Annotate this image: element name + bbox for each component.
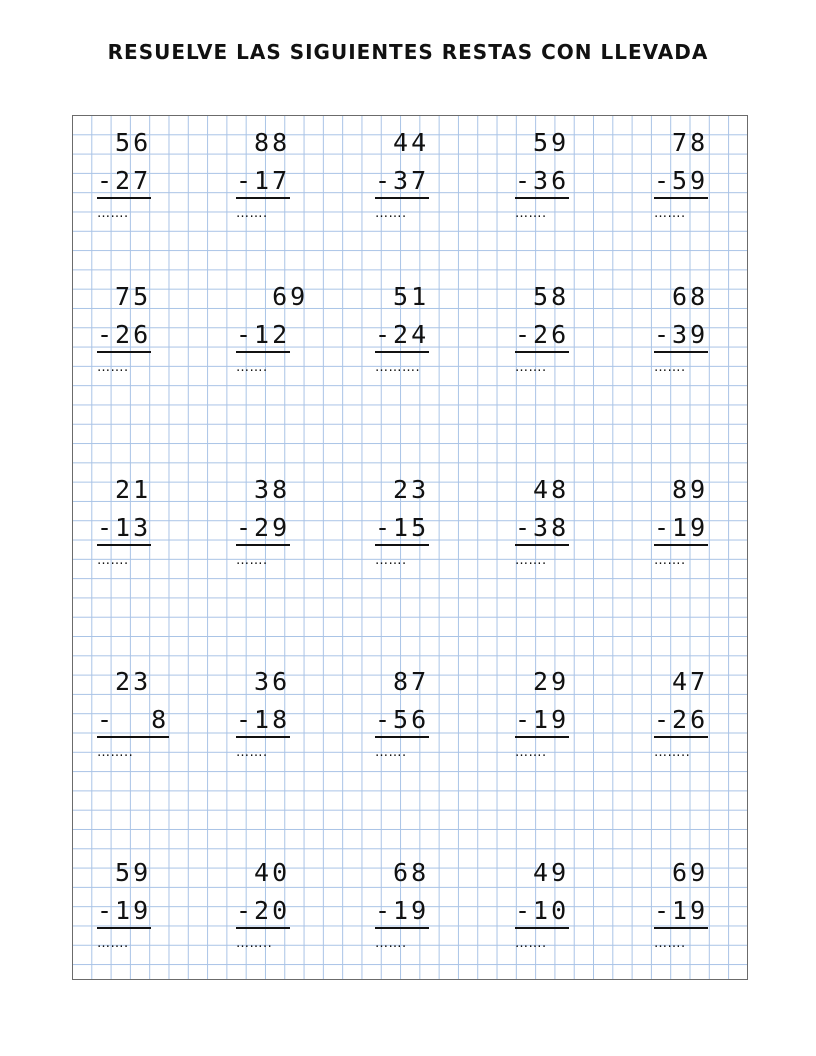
subtrahend: -15 — [375, 512, 429, 546]
minuend: 56 — [97, 128, 152, 157]
answer-blank[interactable]: ……. — [515, 206, 547, 221]
subtrahend: -13 — [97, 512, 151, 546]
answer-blank[interactable]: ……. — [375, 936, 407, 951]
minuend: 78 — [654, 128, 709, 157]
answer-blank[interactable]: …….. — [654, 745, 691, 760]
subtraction-problem — [654, 854, 708, 954]
subtrahend: -12 — [236, 319, 290, 353]
subtraction-problem — [236, 471, 290, 571]
subtrahend: -38 — [515, 512, 569, 546]
minuend: 68 — [654, 282, 709, 311]
subtrahend: -19 — [654, 512, 708, 546]
page-title: RESUELVE LAS SIGUIENTES RESTAS CON LLEVADA — [107, 40, 709, 64]
subtrahend: -37 — [375, 165, 429, 199]
answer-blank[interactable]: ……. — [97, 936, 129, 951]
minuend: 88 — [236, 128, 291, 157]
subtraction-problem — [515, 471, 569, 571]
answer-blank[interactable]: ……. — [515, 553, 547, 568]
subtrahend: -19 — [97, 895, 151, 929]
answer-blank[interactable]: ……. — [375, 206, 407, 221]
subtrahend: -56 — [375, 704, 429, 738]
minuend: 59 — [97, 858, 152, 887]
minuend: 87 — [375, 667, 430, 696]
subtrahend: -19 — [375, 895, 429, 929]
subtraction-problem — [654, 663, 708, 763]
minuend: 48 — [515, 475, 570, 504]
answer-blank[interactable]: ……. — [97, 360, 129, 375]
subtraction-problem — [515, 278, 569, 378]
answer-blank[interactable]: …….. — [236, 936, 273, 951]
subtraction-problem — [515, 663, 569, 763]
minuend: 21 — [97, 475, 152, 504]
subtraction-problem — [375, 663, 429, 763]
minuend: 49 — [515, 858, 570, 887]
subtrahend: -26 — [97, 319, 151, 353]
subtraction-problem — [375, 278, 429, 378]
minuend: 69 — [236, 282, 309, 311]
subtrahend: -19 — [515, 704, 569, 738]
answer-blank[interactable]: ……. — [515, 745, 547, 760]
subtrahend: - 8 — [97, 704, 169, 738]
subtraction-problem — [515, 854, 569, 954]
subtrahend: -17 — [236, 165, 290, 199]
subtrahend: -27 — [97, 165, 151, 199]
answer-blank[interactable]: ………. — [375, 360, 421, 375]
subtrahend: -20 — [236, 895, 290, 929]
subtraction-problem — [97, 663, 169, 763]
minuend: 23 — [375, 475, 430, 504]
answer-blank[interactable]: ……. — [375, 745, 407, 760]
subtrahend: -29 — [236, 512, 290, 546]
answer-blank[interactable]: ……. — [654, 206, 686, 221]
answer-blank[interactable]: ……. — [236, 553, 268, 568]
minuend: 23 — [97, 667, 152, 696]
answer-blank[interactable]: ……. — [236, 745, 268, 760]
subtraction-problem — [97, 471, 151, 571]
subtraction-problem — [654, 471, 708, 571]
answer-blank[interactable]: ……. — [515, 360, 547, 375]
subtraction-problem — [515, 124, 569, 224]
subtrahend: -59 — [654, 165, 708, 199]
subtrahend: -19 — [654, 895, 708, 929]
subtraction-problem — [97, 854, 151, 954]
minuend: 29 — [515, 667, 570, 696]
subtraction-problem — [97, 278, 151, 378]
minuend: 47 — [654, 667, 709, 696]
minuend: 68 — [375, 858, 430, 887]
subtraction-problem — [654, 124, 708, 224]
answer-blank[interactable]: …….. — [97, 745, 134, 760]
subtrahend: -39 — [654, 319, 708, 353]
subtrahend: -10 — [515, 895, 569, 929]
minuend: 44 — [375, 128, 430, 157]
answer-blank[interactable]: ……. — [654, 553, 686, 568]
subtraction-problem — [97, 124, 151, 224]
answer-blank[interactable]: ……. — [515, 936, 547, 951]
minuend: 75 — [97, 282, 152, 311]
answer-blank[interactable]: ……. — [375, 553, 407, 568]
subtraction-problem — [236, 278, 308, 378]
subtrahend: -18 — [236, 704, 290, 738]
minuend: 58 — [515, 282, 570, 311]
minuend: 69 — [654, 858, 709, 887]
answer-blank[interactable]: ……. — [654, 936, 686, 951]
answer-blank[interactable]: ……. — [654, 360, 686, 375]
subtraction-problem — [375, 471, 429, 571]
subtrahend: -36 — [515, 165, 569, 199]
subtraction-problem — [236, 854, 290, 954]
subtraction-problem — [236, 124, 290, 224]
minuend: 36 — [236, 667, 291, 696]
subtrahend: -26 — [654, 704, 708, 738]
subtraction-problem — [375, 854, 429, 954]
answer-blank[interactable]: ……. — [236, 206, 268, 221]
subtraction-problem — [654, 278, 708, 378]
minuend: 51 — [375, 282, 430, 311]
subtrahend: -26 — [515, 319, 569, 353]
minuend: 59 — [515, 128, 570, 157]
answer-blank[interactable]: ……. — [97, 206, 129, 221]
subtrahend: -24 — [375, 319, 429, 353]
minuend: 38 — [236, 475, 291, 504]
minuend: 40 — [236, 858, 291, 887]
subtraction-problem — [375, 124, 429, 224]
minuend: 89 — [654, 475, 709, 504]
answer-blank[interactable]: ……. — [236, 360, 268, 375]
subtraction-problem — [236, 663, 290, 763]
answer-blank[interactable]: ……. — [97, 553, 129, 568]
